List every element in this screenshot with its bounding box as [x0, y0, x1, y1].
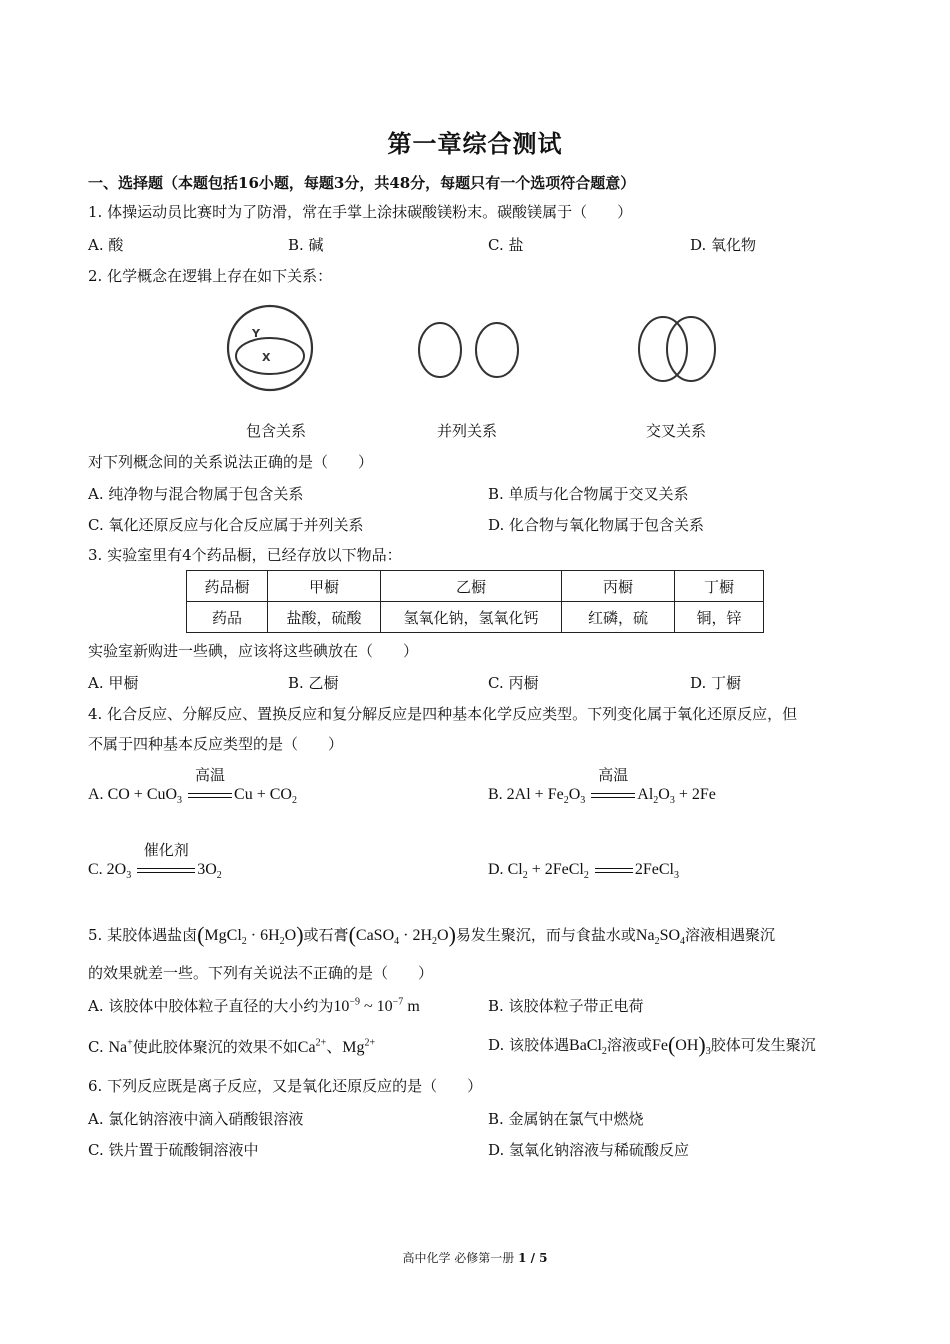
q1-option-a: A. 酸: [88, 236, 124, 254]
footer-text: 高中化学 必修第一册: [402, 1251, 519, 1265]
q5-option-a: A. 该胶体中胶体粒子直径的大小约为$10^{-9}$ ~ $10^{-7}$ m: [88, 996, 420, 1015]
cabinet-table: [186, 570, 764, 633]
table-cell: 甲橱: [268, 571, 381, 602]
section-heading: 一、选择题（本题包括16小题，每题3分，共48分，每题只有一个选项符合题意）: [88, 174, 636, 192]
reaction-condition: [186, 766, 234, 804]
q2-option-c: C. 氧化还原反应与化合反应属于并列关系: [88, 516, 364, 534]
condition-text: 高温: [195, 766, 226, 784]
q4-stem-line2: 不属于四种基本反应类型的是（ ）: [88, 735, 344, 753]
page-number: 1 / 5: [518, 1251, 548, 1265]
q2-option-b: B. 单质与化合物属于交叉关系: [488, 485, 689, 503]
table-cell: 乙橱: [381, 571, 562, 602]
q3-option-a: A. 甲橱: [88, 674, 139, 692]
cross-relationship-figure: [639, 317, 715, 381]
q3-option-b: B. 乙橱: [288, 674, 339, 692]
caption-parallel: 并列关系: [437, 422, 498, 440]
caption-cross: 交叉关系: [646, 422, 707, 440]
q2-option-a: A. 纯净物与混合物属于包含关系: [88, 485, 304, 503]
caption-contain: 包含关系: [246, 422, 307, 440]
q4-option-c: C. $2O_3$ 催化剂 $3O_2$: [88, 841, 222, 882]
q3-option-c: C. 丙橱: [488, 674, 539, 692]
q1-option-c: C. 盐: [488, 236, 524, 254]
q6-option-a: A. 氯化钠溶液中滴入硝酸银溶液: [88, 1110, 304, 1128]
reaction-condition: [589, 766, 637, 804]
label-x: X: [262, 351, 271, 364]
condition-text: 高温: [598, 766, 629, 784]
table-cell: 盐酸，硫酸: [268, 602, 381, 633]
q4-option-b: B. $2Al + Fe_2O_3$ 高温 $Al_2O_3 + 2Fe$: [488, 766, 716, 807]
q5-option-d: D. 该胶体遇BaCl$_2$溶液或$Fe(OH)_3$胶体可发生聚沉: [488, 1032, 816, 1058]
q5-stem-line1: 5. 某胶体遇盐卤(MgCl$_2$ · $6H_2O$)或石膏(CaSO$_4$ · $2H_2O$)易发生聚沉，而与食盐水或$Na_2SO_4$溶液相遇聚沉: [88, 922, 776, 948]
q1-option-b: B. 碱: [288, 236, 324, 254]
option-label: A.: [88, 786, 104, 803]
condition-text: 催化剂: [143, 841, 189, 859]
label-y: Y: [252, 327, 260, 340]
q6-option-b: B. 金属钠在氯气中燃烧: [488, 1110, 644, 1128]
contain-relationship-figure: [228, 306, 312, 390]
table-cell: 药品橱: [187, 571, 268, 602]
table-cell: 丁橱: [675, 571, 764, 602]
q1-option-d: D. 氧化物: [690, 236, 757, 254]
table-cell: 药品: [187, 602, 268, 633]
table-row: [187, 602, 764, 633]
q2-question: 对下列概念间的关系说法正确的是（ ）: [88, 453, 374, 471]
q2-stem: 2. 化学概念在逻辑上存在如下关系：: [88, 267, 333, 285]
q6-option-d: D. 氢氧化钠溶液与稀硫酸反应: [488, 1141, 690, 1159]
q5-option-b: B. 该胶体粒子带正电荷: [488, 997, 644, 1015]
q3-question: 实验室新购进一些碘，应该将这些碘放在（ ）: [88, 642, 419, 660]
table-cell: 氢氧化钠，氢氧化钙: [381, 602, 562, 633]
reaction-condition: [593, 861, 635, 879]
q1-stem: 1. 体操运动员比赛时为了防滑，常在手掌上涂抹碳酸镁粉末。碳酸镁属于（ ）: [88, 203, 633, 221]
q6-stem: 6. 下列反应既是离子反应，又是氧化还原反应的是（ ）: [88, 1077, 483, 1095]
option-label: C.: [88, 861, 103, 878]
q2-option-d: D. 化合物与氧化物属于包含关系: [488, 516, 705, 534]
table-header-row: [187, 571, 764, 602]
table-cell: 丙橱: [562, 571, 675, 602]
option-label: D.: [488, 861, 504, 878]
parallel-relationship-figure: [419, 323, 518, 377]
q5-option-c: C. Na+使此胶体聚沉的效果不如$Ca^{2+}$、$Mg^{2+}$: [88, 1037, 376, 1056]
table-cell: 铜，锌: [675, 602, 764, 633]
reaction-condition: [135, 841, 197, 879]
q3-option-d: D. 丁橱: [690, 674, 742, 692]
table-cell: 红磷，硫: [562, 602, 675, 633]
page-title: 第一章综合测试: [387, 129, 563, 158]
q4-option-a: A. CO + CuO$_3$ 高温 $Cu + CO_2$: [88, 766, 297, 807]
option-label: B.: [488, 786, 503, 803]
relationship-diagram: [220, 298, 740, 408]
q4-stem-line1: 4. 化合反应、分解反应、置换反应和复分解反应是四种基本化学反应类型。下列变化属于氧化还原反应，但: [88, 705, 798, 723]
q3-stem: 3. 实验室里有4个药品橱，已经存放以下物品：: [88, 546, 402, 564]
page-footer: [0, 1249, 950, 1266]
q6-option-c: C. 铁片置于硫酸铜溶液中: [88, 1141, 259, 1159]
q5-stem-line2: 的效果就差一些。下列有关说法不正确的是（ ）: [88, 964, 434, 982]
q4-option-d: D. $Cl_2$ + 2FeCl$_2$ 2FeCl$_3$: [488, 861, 679, 882]
